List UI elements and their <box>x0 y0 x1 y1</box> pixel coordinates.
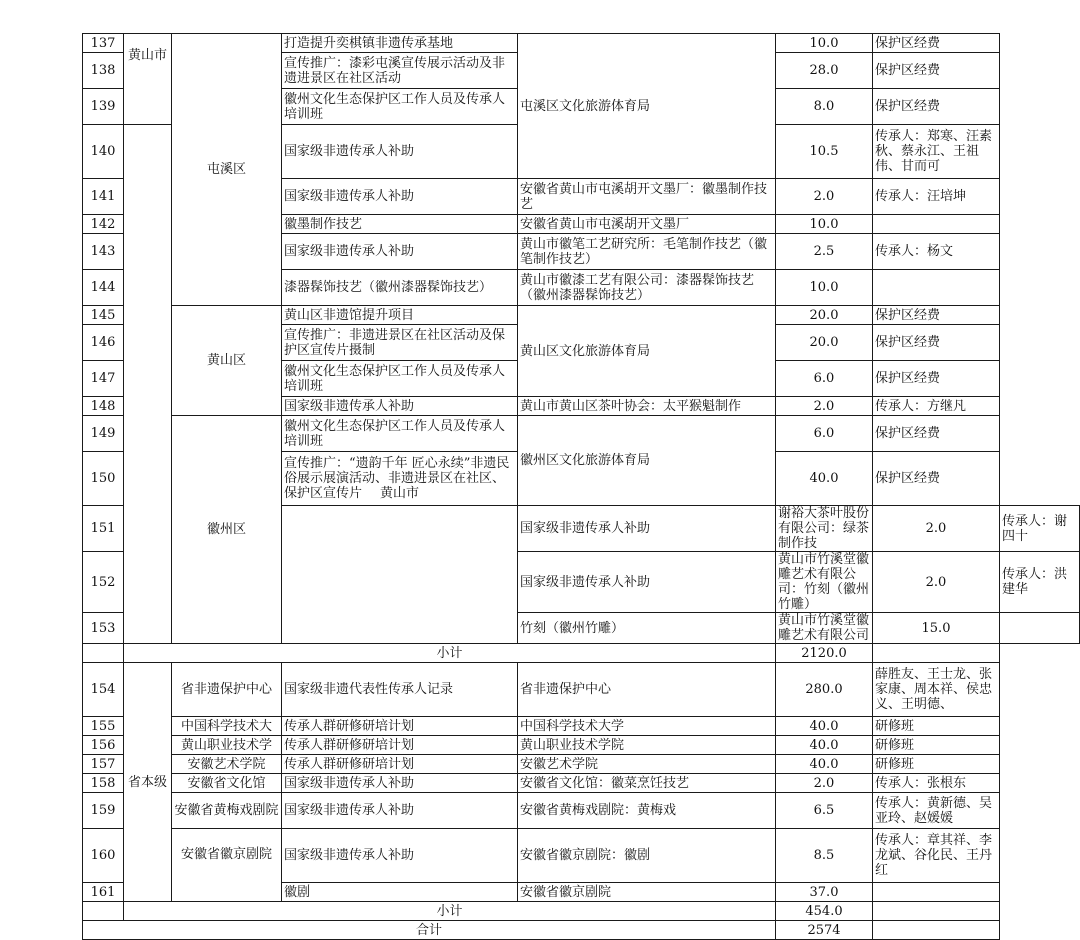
project-cell: 国家级非遗传承人补助 <box>282 793 518 829</box>
amount-cell: 20.0 <box>776 306 873 325</box>
table-row <box>83 663 1080 717</box>
allocation-table <box>82 33 1080 940</box>
amount-cell: 6.0 <box>776 361 873 397</box>
table-row <box>83 717 1080 736</box>
empty-cell <box>83 902 124 921</box>
org-cell: 安徽艺术学院 <box>172 755 282 774</box>
project-cell: 漆器髹饰技艺（徽州漆器髹饰技艺） <box>282 270 518 306</box>
note-cell <box>873 215 1000 234</box>
district-cell: 徽州区 <box>172 416 282 644</box>
empty-cell <box>83 644 124 663</box>
row-number: 142 <box>83 215 124 234</box>
table-row <box>83 793 1080 829</box>
amount-cell: 2.0 <box>873 552 1000 613</box>
project-cell: 宣传推广：非遗进景区在社区活动及保护区宣传片摄制 <box>282 325 518 361</box>
amount-cell: 37.0 <box>776 883 873 902</box>
project-cell: 国家级非遗传承人补助 <box>518 552 776 613</box>
row-number: 153 <box>83 613 124 644</box>
note-cell: 保护区经费 <box>873 306 1000 325</box>
org-cell: 省非遗保护中心 <box>172 663 282 717</box>
amount-cell: 2.0 <box>776 774 873 793</box>
total-label: 合计 <box>83 921 776 940</box>
project-cell: 徽州文化生态保护区工作人员及传承人培训班 <box>282 89 518 125</box>
note-cell: 保护区经费 <box>873 325 1000 361</box>
project-cell: 国家级非遗传承人补助 <box>282 125 518 179</box>
row-number: 147 <box>83 361 124 397</box>
unit-cell: 黄山市黄山区茶叶协会：太平猴魁制作 <box>518 397 776 416</box>
row-number: 151 <box>83 506 124 552</box>
project-cell: 国家级非遗传承人补助 <box>282 774 518 793</box>
row-number: 140 <box>83 125 124 179</box>
project-cell: 国家级非遗传承人补助 <box>282 234 518 270</box>
row-number: 141 <box>83 179 124 215</box>
amount-cell: 15.0 <box>873 613 1000 644</box>
subtotal-amount: 454.0 <box>776 902 873 921</box>
row-number: 150 <box>83 452 124 506</box>
project-cell: 徽剧 <box>282 883 518 902</box>
org-cell: 安徽省徽京剧院 <box>172 829 282 902</box>
row-number: 148 <box>83 397 124 416</box>
amount-cell: 280.0 <box>776 663 873 717</box>
amount-cell: 8.0 <box>776 89 873 125</box>
note-cell: 保护区经费 <box>873 416 1000 452</box>
note-cell: 传承人：洪建华 <box>1000 552 1080 613</box>
unit-cell: 安徽省黄山市屯溪胡开文墨厂：徽墨制作技艺 <box>518 179 776 215</box>
table-row <box>83 774 1080 793</box>
row-number: 137 <box>83 34 124 53</box>
table-row <box>83 736 1080 755</box>
project-cell: 传承人群研修研培计划 <box>282 755 518 774</box>
row-number: 159 <box>83 793 124 829</box>
district-cell: 黄山区 <box>172 306 282 416</box>
note-cell <box>1000 613 1080 644</box>
row-number: 144 <box>83 270 124 306</box>
unit-cell: 省非遗保护中心 <box>518 663 776 717</box>
unit-cell: 黄山市竹溪堂徽雕艺术有限公司：竹刻（徽州竹雕） <box>776 552 873 613</box>
amount-cell: 10.0 <box>776 270 873 306</box>
subtotal-label: 小计 <box>124 644 776 663</box>
amount-cell: 10.0 <box>776 215 873 234</box>
row-number: 145 <box>83 306 124 325</box>
table-row <box>83 829 1080 883</box>
project-cell: 宣传推广：漆彩屯溪宣传展示活动及非遗进景区在社区活动 <box>282 53 518 89</box>
row-number: 146 <box>83 325 124 361</box>
org-cell: 安徽省黄梅戏剧院 <box>172 793 282 829</box>
amount-cell: 40.0 <box>776 736 873 755</box>
unit-cell: 屯溪区文化旅游体育局 <box>518 34 776 179</box>
amount-cell: 40.0 <box>776 717 873 736</box>
amount-cell: 20.0 <box>776 325 873 361</box>
city-cell <box>282 486 518 644</box>
project-cell: 国家级非遗代表性传承人记录 <box>282 663 518 717</box>
table-row <box>83 306 1080 325</box>
project-cell: 传承人群研修研培计划 <box>282 717 518 736</box>
note-cell <box>873 883 1000 902</box>
project-cell: 国家级非遗传承人补助 <box>282 179 518 215</box>
note-cell: 保护区经费 <box>873 53 1000 89</box>
row-number: 149 <box>83 416 124 452</box>
unit-cell: 安徽省文化馆：徽菜烹饪技艺 <box>518 774 776 793</box>
subtotal-row <box>83 644 1080 663</box>
amount-cell: 2.0 <box>776 397 873 416</box>
org-cell: 安徽省文化馆 <box>172 774 282 793</box>
org-cell: 黄山职业技术学 <box>172 736 282 755</box>
empty-cell <box>873 921 1000 940</box>
amount-cell: 40.0 <box>776 452 873 506</box>
amount-cell: 2.0 <box>873 506 1000 552</box>
table-row <box>83 755 1080 774</box>
city-label: 黄山市 <box>379 486 419 501</box>
unit-cell: 谢裕大茶叶股份有限公司：绿茶制作技 <box>776 506 873 552</box>
row-number: 157 <box>83 755 124 774</box>
note-cell: 传承人：张根东 <box>873 774 1000 793</box>
note-cell: 传承人：汪培坤 <box>873 179 1000 215</box>
amount-cell: 2.5 <box>776 234 873 270</box>
row-number: 158 <box>83 774 124 793</box>
subtotal-row <box>83 902 1080 921</box>
row-number: 161 <box>83 883 124 902</box>
project-cell: 徽州文化生态保护区工作人员及传承人培训班 <box>282 416 518 452</box>
district-cell: 屯溪区 <box>172 34 282 306</box>
row-number: 156 <box>83 736 124 755</box>
project-cell: 徽州文化生态保护区工作人员及传承人培训班 <box>282 361 518 397</box>
note-cell: 保护区经费 <box>873 361 1000 397</box>
project-cell: 徽墨制作技艺 <box>282 215 518 234</box>
note-cell: 传承人：黄新德、吴亚玲、赵媛媛 <box>873 793 1000 829</box>
unit-cell: 黄山区文化旅游体育局 <box>518 306 776 397</box>
project-cell: 宣传推广：“遗韵千年 匠心永续”非遗民俗展示展演活动、非遗进景区在社区、保护区宣传片 <box>282 452 518 506</box>
amount-cell: 10.0 <box>776 34 873 53</box>
unit-cell: 黄山职业技术学院 <box>518 736 776 755</box>
unit-cell: 黄山市徽笔工艺研究所：毛笔制作技艺（徽笔制作技艺） <box>518 234 776 270</box>
note-cell: 传承人：谢四十 <box>1000 506 1080 552</box>
unit-cell: 安徽省徽京剧院 <box>518 883 776 902</box>
note-cell <box>873 270 1000 306</box>
city-cell: 黄山市 <box>124 34 172 125</box>
unit-cell: 安徽艺术学院 <box>518 755 776 774</box>
unit-cell: 安徽省徽京剧院：徽剧 <box>518 829 776 883</box>
row-number: 152 <box>83 552 124 613</box>
unit-cell: 黄山市徽漆工艺有限公司：漆器髹饰技艺（徽州漆器髹饰技艺） <box>518 270 776 306</box>
allocation-table-page <box>82 33 1080 940</box>
table-row <box>83 416 1080 452</box>
note-cell: 传承人：郑寒、汪素秋、蔡永江、王祖伟、甘而可 <box>873 125 1000 179</box>
note-cell: 保护区经费 <box>873 89 1000 125</box>
row-number: 160 <box>83 829 124 883</box>
row-number: 138 <box>83 53 124 89</box>
note-cell: 研修班 <box>873 755 1000 774</box>
amount-cell: 2.0 <box>776 179 873 215</box>
row-number: 139 <box>83 89 124 125</box>
unit-cell: 徽州区文化旅游体育局 <box>518 416 776 506</box>
amount-cell: 10.5 <box>776 125 873 179</box>
row-number: 154 <box>83 663 124 717</box>
note-cell: 保护区经费 <box>873 452 1000 506</box>
subtotal-label: 小计 <box>124 902 776 921</box>
subtotal-amount: 2120.0 <box>776 644 873 663</box>
amount-cell: 40.0 <box>776 755 873 774</box>
note-cell: 传承人：方继凡 <box>873 397 1000 416</box>
org-cell: 中国科学技术大 <box>172 717 282 736</box>
unit-cell: 黄山市竹溪堂徽雕艺术有限公司 <box>776 613 873 644</box>
city-spacer-cell <box>124 125 172 644</box>
project-cell: 竹刻（徽州竹雕） <box>518 613 776 644</box>
note-cell: 传承人：章其祥、李龙斌、谷化民、王丹红 <box>873 829 1000 883</box>
project-cell: 打造提升奕棋镇非遗传承基地 <box>282 34 518 53</box>
table-row <box>83 34 1080 53</box>
empty-cell <box>873 644 1000 663</box>
empty-cell <box>873 902 1000 921</box>
amount-cell: 6.0 <box>776 416 873 452</box>
project-cell: 国家级非遗传承人补助 <box>282 397 518 416</box>
note-cell: 传承人：杨文 <box>873 234 1000 270</box>
note-cell: 薛胜友、王士龙、张家康、周本祥、侯忠义、王明德、 <box>873 663 1000 717</box>
note-cell: 研修班 <box>873 717 1000 736</box>
note-cell: 研修班 <box>873 736 1000 755</box>
total-row <box>83 921 1080 940</box>
total-amount: 2574 <box>776 921 873 940</box>
amount-cell: 8.5 <box>776 829 873 883</box>
note-cell: 保护区经费 <box>873 34 1000 53</box>
unit-cell: 安徽省黄梅戏剧院：黄梅戏 <box>518 793 776 829</box>
row-number: 143 <box>83 234 124 270</box>
project-cell: 传承人群研修研培计划 <box>282 736 518 755</box>
amount-cell: 6.5 <box>776 793 873 829</box>
project-cell: 国家级非遗传承人补助 <box>282 829 518 883</box>
amount-cell: 28.0 <box>776 53 873 89</box>
project-cell: 国家级非遗传承人补助 <box>518 506 776 552</box>
province-cell: 省本级 <box>124 663 172 902</box>
unit-cell: 中国科学技术大学 <box>518 717 776 736</box>
unit-cell: 安徽省黄山市屯溪胡开文墨厂 <box>518 215 776 234</box>
row-number: 155 <box>83 717 124 736</box>
project-cell: 黄山区非遗馆提升项目 <box>282 306 518 325</box>
